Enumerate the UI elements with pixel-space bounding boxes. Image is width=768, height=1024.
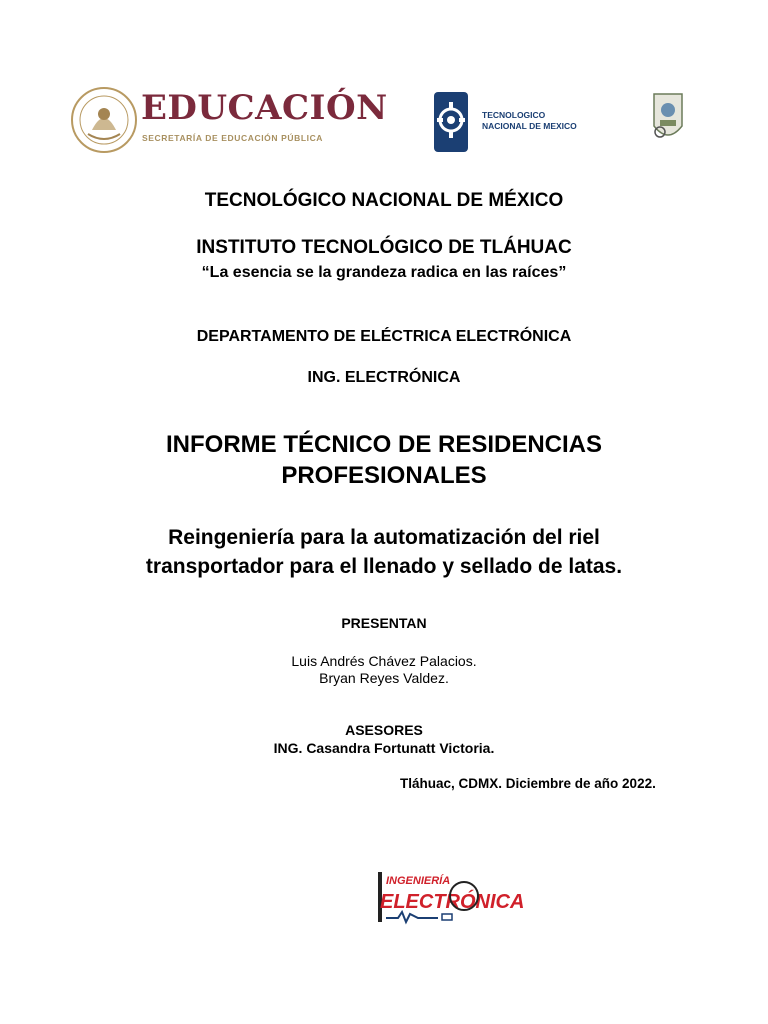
tecnm-line1: TECNOLOGICO [482, 110, 546, 120]
svg-text:INGENIERÍA: INGENIERÍA [386, 875, 451, 887]
institution-name: TECNOLÓGICO NACIONAL DE MÉXICO [204, 190, 564, 211]
institute-motto: “La esencia se la grandeza radica en las raíces” [201, 264, 567, 281]
sep-wordmark: EDUCACIÓN [141, 88, 388, 128]
presenters-label: PRESENTAN [341, 615, 427, 631]
tecnm-logo [432, 90, 592, 154]
report-title-line2: PROFESIONALES [281, 462, 487, 489]
presenter-name: Bryan Reyes Valdez. [319, 670, 449, 686]
place-date: Tláhuac, CDMX. Diciembre de año 2022. [400, 776, 656, 791]
sep-logo [70, 86, 388, 158]
itt-crest-icon [648, 90, 688, 146]
advisor-name: ING. Casandra Fortunatt Victoria. [273, 740, 495, 756]
advisors-label: ASESORES [345, 722, 423, 738]
presenter-name: Luis Andrés Chávez Palacios. [291, 653, 477, 669]
tecnm-line2: NACIONAL DE MEXICO [482, 121, 577, 131]
sep-subtitle: SECRETARÍA DE EDUCACIÓN PÚBLICA [142, 133, 324, 143]
project-title-line2: transportador para el llenado y sellado de latas. [145, 555, 623, 578]
tecnm-gear-icon [432, 90, 470, 154]
department-name: DEPARTAMENTO DE ELÉCTRICA ELECTRÓNICA [196, 328, 572, 345]
mexico-seal-icon [70, 86, 138, 154]
svg-text:ELECTRÓNICA: ELECTRÓNICA [380, 891, 525, 913]
ingenieria-electronica-logo-icon [378, 870, 525, 926]
institute-name: INSTITUTO TECNOLÓGICO DE TLÁHUAC [196, 237, 572, 258]
project-title-line1: Reingeniería para la automatización del riel [168, 526, 600, 549]
career-name: ING. ELECTRÓNICA [307, 369, 461, 386]
report-title-line1: INFORME TÉCNICO DE RESIDENCIAS [165, 431, 603, 458]
